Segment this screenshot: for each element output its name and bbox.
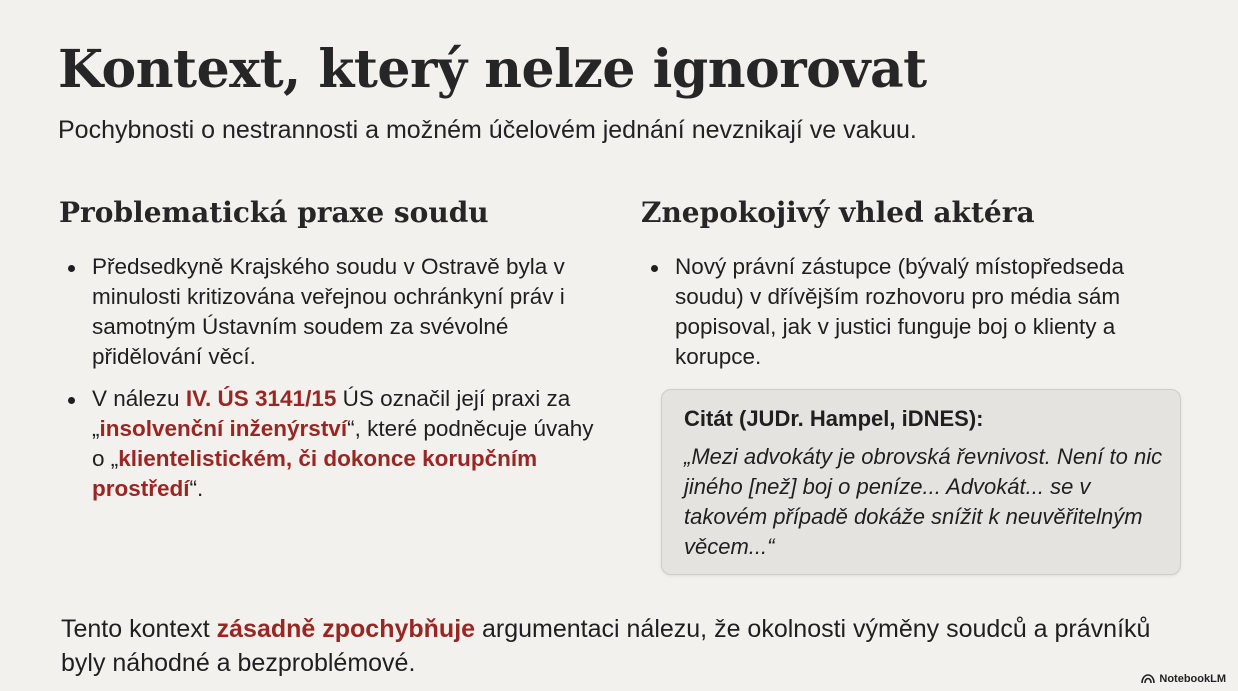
quote-text: „Mezi advokáty je obrovská řevnivost. Není to nic jiného [než] boj o peníze... Advokát... se v takovém případě dokáže snížit k neuvěřitelným věcem...“ xyxy=(684,444,1163,559)
left-bullet-list xyxy=(68,252,608,516)
quote-title: Citát (JUDr. Hampel, iDNES): xyxy=(684,406,984,431)
bullet-dot-icon xyxy=(68,397,75,404)
bullet-text-part: V nálezu xyxy=(92,386,186,411)
conclusion-part: argumentaci nálezu, že okolnosti výměny soudců a právníků byly náhodné a bezproblémové. xyxy=(61,615,1151,677)
bullet-text-part: ÚS označil její praxi za „ xyxy=(92,386,571,441)
bullet-text: Nový právní zástupce (bývalý místopředseda soudu) v dřívějším rozhovoru pro média sám popisoval, jak v justici funguje boj o klienty a korupce. xyxy=(675,254,1124,369)
list-item xyxy=(651,252,1181,372)
insolvency-engineering-highlight: insolvenční inženýrství xyxy=(99,416,348,441)
bullet-text-part: “. xyxy=(189,476,204,501)
right-bullet-list xyxy=(651,252,1181,384)
bullet-dot-icon xyxy=(651,265,658,272)
notebooklm-watermark xyxy=(1141,673,1226,685)
case-number-highlight: IV. ÚS 3141/15 xyxy=(185,386,337,411)
watermark-label: NotebookLM xyxy=(1159,673,1226,685)
bullet-dot-icon xyxy=(68,265,75,272)
conclusion-part: Tento kontext xyxy=(61,615,217,643)
list-item xyxy=(68,252,608,372)
notebooklm-logo-icon xyxy=(1141,674,1155,684)
quote-box xyxy=(661,389,1181,575)
slide-title: Kontext, který nelze ignorovat xyxy=(58,39,927,100)
right-column-heading: Znepokojivý vhled aktéra xyxy=(641,196,1035,229)
conclusion-highlight: zásadně zpochybňuje xyxy=(216,615,476,643)
corruption-highlight: klientelistickém, či dokonce korupčním prostředí xyxy=(92,446,538,501)
bullet-text-part: “, které podněcuje úvahy o „ xyxy=(92,416,594,471)
bullet-text: Předsedkyně Krajského soudu v Ostravě byla v minulosti kritizována veřejnou ochránkyní práv i samotným Ústavním soudem za svévolné přidělování věcí. xyxy=(92,254,565,369)
left-column-heading: Problematická praxe soudu xyxy=(59,196,489,229)
list-item xyxy=(68,384,608,504)
slide-subtitle: Pochybnosti o nestrannosti a možném účelovém jednání nevznikají ve vakuu. xyxy=(58,116,917,144)
conclusion-text xyxy=(61,612,1191,680)
